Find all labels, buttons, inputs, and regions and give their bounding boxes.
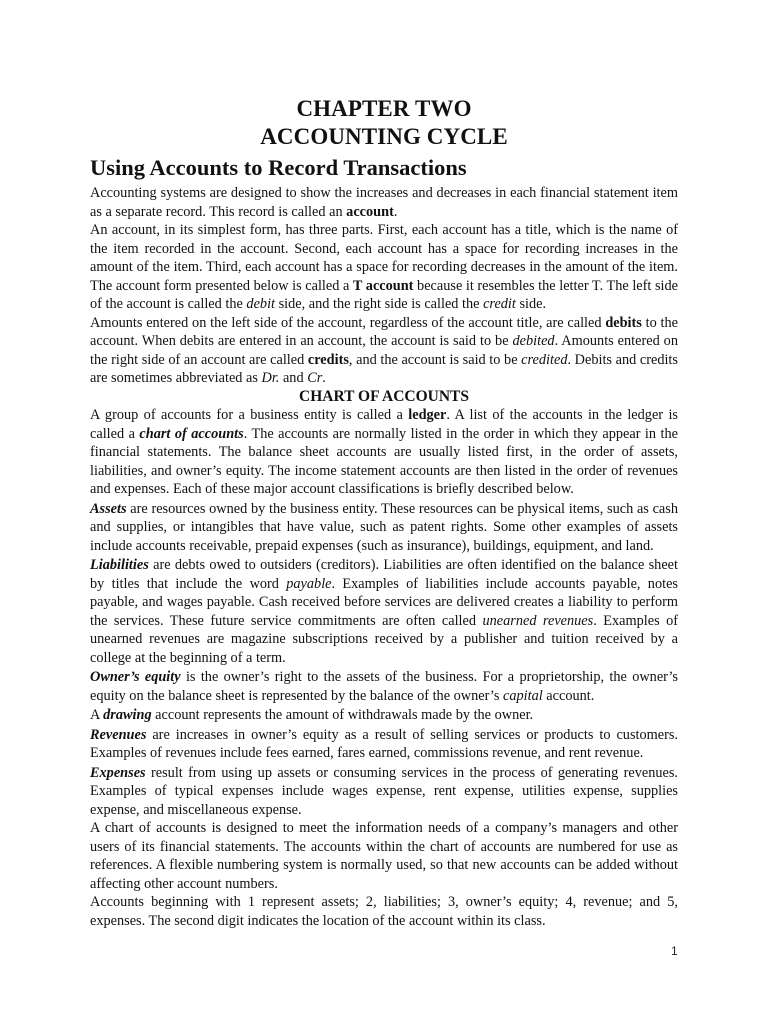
paragraph-expenses: Expenses result from using up assets or consuming services in the process of generating revenues. Examples of typical expenses include wages expense, rent expense, utilities expense, supplies expense, and miscellaneous expense. bbox=[90, 764, 678, 818]
paragraph-owners-equity: Owner’s equity is the owner’s right to the assets of the business. For a proprietorship, the owner’s equity on the balance sheet is represented by the balance of the owner’s capital account. bbox=[90, 669, 678, 704]
paragraph-numbering: Accounts beginning with 1 represent assets; 2, liabilities; 3, owner’s equity; 4, revenue; and 5, expenses. The second digit indicates the location of the account within its class. bbox=[90, 894, 678, 929]
paragraph-accounting-systems: Accounting systems are designed to show the increases and decreases in each financial statement item as a separate record. This record is called an account. bbox=[90, 185, 678, 220]
chapter-heading: CHAPTER TWO bbox=[296, 96, 472, 121]
paragraph-ledger: A group of accounts for a business entity is called a ledger. A list of the accounts in the ledger is called a chart of accounts. The accounts are normally listed in the order in which they appear in the financial statements. The balance sheet accounts are usually listed first, in the order of assets, liabilities, and owner’s equity. The income statement accounts are then listed in the order of revenues and expenses. Each of these major account classifications is briefly described below. bbox=[90, 407, 678, 497]
paragraph-assets: Assets are resources owned by the business entity. These resources can be physical items, such as cash and supplies, or intangibles that have value, such as patent rights. Some other examples of assets include accounts receivable, prepaid expenses (such as insurance), buildings, equipment, and land. bbox=[90, 500, 678, 554]
paragraph-debits-credits: Amounts entered on the left side of the account, regardless of the account title, are called debits to the account. When debits are entered in an account, the account is said to be debited. Amounts entered on the right side of an account are called credits, and the account is said to be credited. Debits and credits are sometimes abbreviated as Dr. and Cr. bbox=[90, 314, 678, 386]
chart-of-accounts-heading: CHART OF ACCOUNTS bbox=[299, 387, 469, 405]
page-number: 1 bbox=[671, 944, 678, 958]
page-content bbox=[90, 95, 678, 930]
paragraph-liabilities: Liabilities are debts owed to outsiders (creditors). Liabilities are often identified on the balance sheet by titles that include the word payable. Examples of liabilities include accounts payable, notes payable, and wages payable. Cash received before services are delivered creates a liability to perform the services. These future service commitments are often called unearned revenues. Examples of unearned revenues are magazine subscriptions received by a publisher and tuition received by a college at the beginning of a term. bbox=[90, 557, 678, 666]
section-heading: Using Accounts to Record Transactions bbox=[90, 155, 467, 180]
paragraph-revenues: Revenues are increases in owner’s equity as a result of selling services or products to customers. Examples of revenues include fees earned, fares earned, commissions revenue, and rent revenue. bbox=[90, 726, 678, 761]
paragraph-account-parts: An account, in its simplest form, has three parts. First, each account has a title, which is the name of the item recorded in the account. Second, each account has a space for recording increases in the amount of the item. Third, each account has a space for recording decreases in the amount of the item. The account form presented below is called a T account because it resembles the letter T. The left side of the account is called the debit side, and the right side is called the credit side. bbox=[90, 222, 678, 312]
chapter-title: ACCOUNTING CYCLE bbox=[260, 124, 508, 149]
paragraph-chart-design: A chart of accounts is designed to meet the information needs of a company’s managers and other users of its financial statements. The accounts within the chart of accounts are numbered for use as references. A flexible numbering system is normally used, so that new accounts can be added without affecting other account numbers. bbox=[90, 820, 678, 892]
paragraph-drawing: A drawing account represents the amount of withdrawals made by the owner. bbox=[90, 707, 534, 723]
